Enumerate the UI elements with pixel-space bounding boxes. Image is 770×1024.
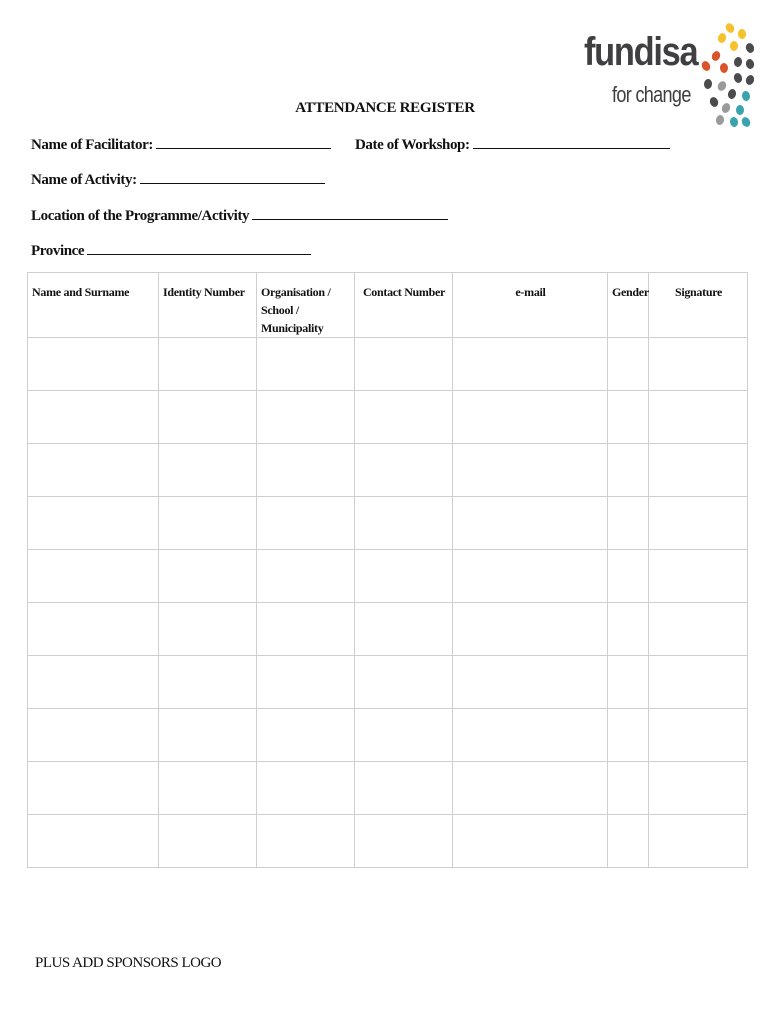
table-header-row xyxy=(28,273,748,338)
cell-organisation[interactable] xyxy=(257,603,355,656)
logo-dot xyxy=(710,50,721,62)
cell-gender[interactable] xyxy=(608,391,649,444)
header-contact-number: Contact Number xyxy=(355,273,453,338)
cell-email[interactable] xyxy=(453,391,608,444)
date-label: Date of Workshop: xyxy=(355,137,470,153)
attendance-table xyxy=(27,272,748,868)
logo-dot xyxy=(737,29,746,40)
header-gender: Gender xyxy=(608,273,649,338)
province-label: Province xyxy=(31,243,85,259)
cell-gender[interactable] xyxy=(608,815,649,868)
cell-identity[interactable] xyxy=(159,656,257,709)
table-row xyxy=(28,656,748,709)
cell-name[interactable] xyxy=(28,497,159,550)
cell-signature[interactable] xyxy=(649,391,748,444)
logo-dot xyxy=(733,72,744,84)
logo-dot xyxy=(745,74,754,86)
cell-identity[interactable] xyxy=(159,762,257,815)
cell-email[interactable] xyxy=(453,603,608,656)
date-blank[interactable] xyxy=(473,136,670,149)
cell-name[interactable] xyxy=(28,391,159,444)
header-name-surname: Name and Surname xyxy=(28,273,159,338)
cell-email[interactable] xyxy=(453,815,608,868)
cell-signature[interactable] xyxy=(649,815,748,868)
facilitator-label: Name of Facilitator: xyxy=(31,137,153,153)
cell-signature[interactable] xyxy=(649,656,748,709)
cell-name[interactable] xyxy=(28,550,159,603)
logo-dot xyxy=(717,32,727,44)
cell-contact[interactable] xyxy=(355,497,453,550)
cell-contact[interactable] xyxy=(355,709,453,762)
cell-email[interactable] xyxy=(453,550,608,603)
logo-dot xyxy=(733,56,743,67)
cell-organisation[interactable] xyxy=(257,338,355,391)
logo-wordmark: fundisa xyxy=(584,30,698,74)
activity-blank[interactable] xyxy=(140,171,325,184)
cell-contact[interactable] xyxy=(355,444,453,497)
location-blank[interactable] xyxy=(252,207,448,220)
cell-contact[interactable] xyxy=(355,815,453,868)
cell-email[interactable] xyxy=(453,656,608,709)
table-row xyxy=(28,444,748,497)
logo-dot xyxy=(729,116,739,128)
header-organisation: Organisation / School / Municipality xyxy=(257,273,355,338)
cell-organisation[interactable] xyxy=(257,391,355,444)
cell-signature[interactable] xyxy=(649,444,748,497)
cell-gender[interactable] xyxy=(608,656,649,709)
cell-signature[interactable] xyxy=(649,338,748,391)
cell-name[interactable] xyxy=(28,656,159,709)
cell-organisation[interactable] xyxy=(257,497,355,550)
cell-gender[interactable] xyxy=(608,550,649,603)
cell-contact[interactable] xyxy=(355,603,453,656)
cell-contact[interactable] xyxy=(355,391,453,444)
location-field xyxy=(31,207,448,225)
header-identity-number: Identity Number xyxy=(159,273,257,338)
cell-organisation[interactable] xyxy=(257,815,355,868)
logo-dot xyxy=(740,116,752,129)
cell-identity[interactable] xyxy=(159,391,257,444)
cell-name[interactable] xyxy=(28,709,159,762)
page-title: ATTENDANCE REGISTER xyxy=(295,100,475,116)
province-field xyxy=(31,242,311,260)
cell-email[interactable] xyxy=(453,497,608,550)
cell-organisation[interactable] xyxy=(257,550,355,603)
cell-email[interactable] xyxy=(453,762,608,815)
cell-contact[interactable] xyxy=(355,338,453,391)
facilitator-blank[interactable] xyxy=(156,136,331,149)
cell-identity[interactable] xyxy=(159,550,257,603)
cell-gender[interactable] xyxy=(608,762,649,815)
cell-gender[interactable] xyxy=(608,603,649,656)
table-row xyxy=(28,497,748,550)
table-row xyxy=(28,391,748,444)
cell-signature[interactable] xyxy=(649,709,748,762)
cell-signature[interactable] xyxy=(649,497,748,550)
logo-dot xyxy=(724,22,736,35)
cell-contact[interactable] xyxy=(355,550,453,603)
table-row xyxy=(28,762,748,815)
cell-contact[interactable] xyxy=(355,762,453,815)
cell-identity[interactable] xyxy=(159,709,257,762)
cell-name[interactable] xyxy=(28,815,159,868)
table-row xyxy=(28,709,748,762)
cell-identity[interactable] xyxy=(159,497,257,550)
location-label: Location of the Programme/Activity xyxy=(31,208,250,224)
cell-contact[interactable] xyxy=(355,656,453,709)
cell-gender[interactable] xyxy=(608,709,649,762)
cell-email[interactable] xyxy=(453,444,608,497)
cell-signature[interactable] xyxy=(649,603,748,656)
cell-name[interactable] xyxy=(28,338,159,391)
logo-dot xyxy=(716,80,728,93)
logo-dot xyxy=(703,79,712,90)
cell-identity[interactable] xyxy=(159,338,257,391)
table-row xyxy=(28,338,748,391)
cell-organisation[interactable] xyxy=(257,709,355,762)
cell-name[interactable] xyxy=(28,444,159,497)
table-row xyxy=(28,550,748,603)
cell-identity[interactable] xyxy=(159,603,257,656)
cell-gender[interactable] xyxy=(608,444,649,497)
logo-dot xyxy=(730,41,738,51)
cell-email[interactable] xyxy=(453,338,608,391)
cell-gender[interactable] xyxy=(608,497,649,550)
logo-tagline: for change xyxy=(612,82,691,107)
cell-identity[interactable] xyxy=(159,815,257,868)
logo-dot xyxy=(745,58,754,69)
cell-gender[interactable] xyxy=(608,338,649,391)
cell-name[interactable] xyxy=(28,603,159,656)
header-email: e-mail xyxy=(453,273,608,338)
sponsors-footer: PLUS ADD SPONSORS LOGO xyxy=(35,955,222,971)
activity-field xyxy=(31,171,325,189)
cell-signature[interactable] xyxy=(649,550,748,603)
activity-label: Name of Activity: xyxy=(31,172,137,188)
cell-email[interactable] xyxy=(453,709,608,762)
province-blank[interactable] xyxy=(87,242,311,255)
cell-organisation[interactable] xyxy=(257,656,355,709)
logo-dot xyxy=(720,63,729,73)
logo-dot xyxy=(700,60,712,72)
cell-identity[interactable] xyxy=(159,444,257,497)
cell-signature[interactable] xyxy=(649,762,748,815)
cell-organisation[interactable] xyxy=(257,762,355,815)
table-row xyxy=(28,815,748,868)
facilitator-field xyxy=(31,136,331,154)
header-signature: Signature xyxy=(649,273,748,338)
table-row xyxy=(28,603,748,656)
logo-dot xyxy=(744,42,754,54)
cell-name[interactable] xyxy=(28,762,159,815)
cell-organisation[interactable] xyxy=(257,444,355,497)
logo-dot xyxy=(727,88,737,100)
date-field xyxy=(355,136,670,154)
